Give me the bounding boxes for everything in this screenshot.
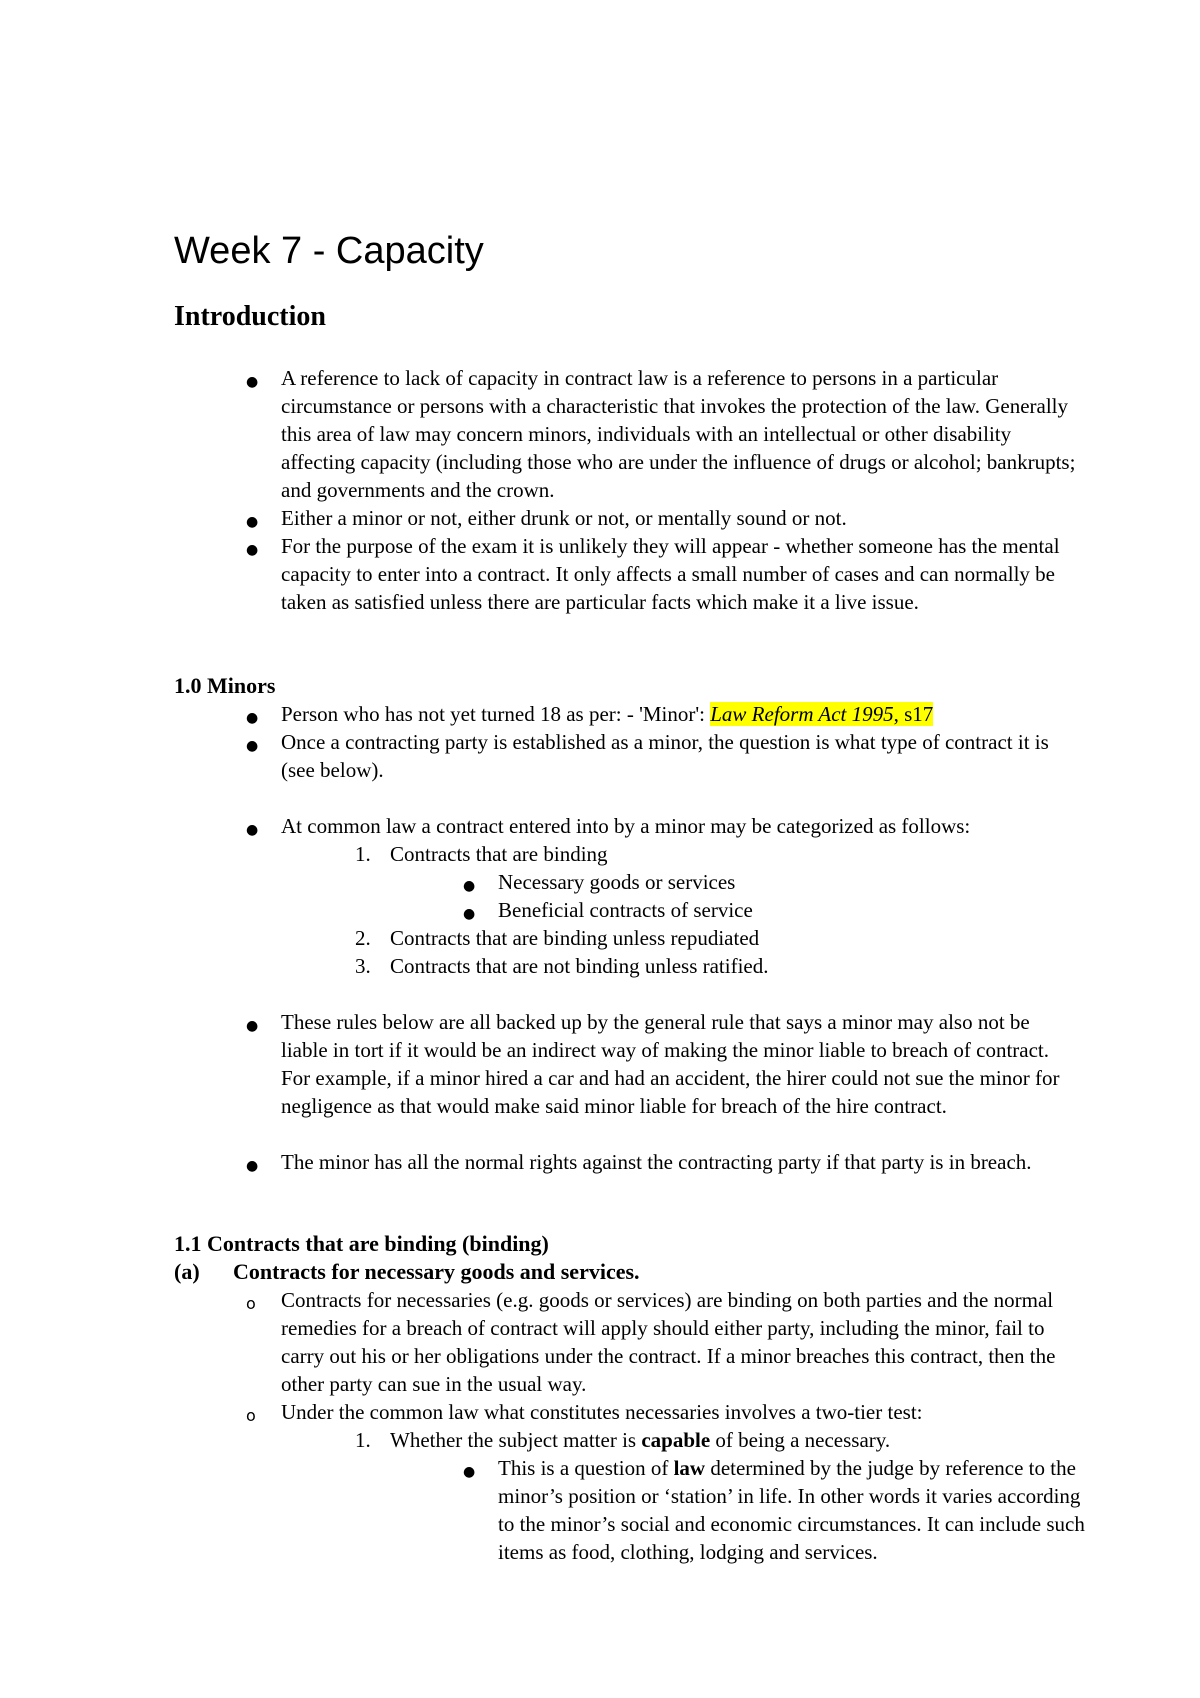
category-number: 1. bbox=[355, 842, 371, 866]
bullet-icon: ● bbox=[246, 1158, 259, 1174]
introduction-heading: Introduction bbox=[174, 301, 326, 332]
minors-bullet-1 bbox=[281, 700, 1081, 728]
test-number: 1. bbox=[355, 1428, 371, 1452]
bullet-icon: ● bbox=[246, 738, 259, 754]
minors-bullet-4: These rules below are all backed up by the general rule that says a minor may also not be liable in tort if it would be an indirect way of making the minor liable to breach of contract. For example, if a minor hired a car and had an accident, the hirer could not sue the minor for negligence as that would make said minor liable for breach of the hire contract. bbox=[281, 1010, 1060, 1118]
category-1-sub-1: Necessary goods or services bbox=[498, 870, 736, 894]
sub-a-heading: Contracts for necessary goods and services. bbox=[233, 1259, 640, 1284]
test-detail-bold-word: law bbox=[673, 1456, 706, 1480]
bullet-icon: ● bbox=[463, 1464, 476, 1480]
section-reference-highlight: , s17 bbox=[893, 702, 934, 726]
minors-heading: 1.0 Minors bbox=[174, 673, 276, 698]
bullet-icon: ● bbox=[246, 374, 259, 390]
bullet-icon: ● bbox=[246, 1018, 259, 1034]
sub-a-bullet-1: Contracts for necessaries (e.g. goods or services) are binding on both parties and the normal remedies for a breach of contract will apply should either party, including the minor, fail to carry out his or her obligations under the contract. If a minor breaches this contract, then the other party can sue in the usual way. bbox=[281, 1288, 1056, 1396]
test-criterion bbox=[390, 1426, 890, 1454]
test-detail-prefix: This is a question of bbox=[498, 1456, 674, 1480]
category-3-text: Contracts that are not binding unless ratified. bbox=[390, 954, 769, 978]
circle-bullet-icon: o bbox=[246, 1294, 256, 1313]
bullet-icon: ● bbox=[463, 906, 476, 922]
test-prefix: Whether the subject matter is bbox=[390, 1428, 642, 1452]
bullet-icon: ● bbox=[463, 878, 476, 894]
test-detail bbox=[498, 1454, 1088, 1566]
bullet-icon: ● bbox=[246, 514, 259, 530]
bullet-icon: ● bbox=[246, 822, 259, 838]
category-number: 3. bbox=[355, 954, 371, 978]
category-1-text: Contracts that are binding bbox=[390, 842, 608, 866]
category-2-text: Contracts that are binding unless repudiated bbox=[390, 926, 760, 950]
circle-bullet-icon: o bbox=[246, 1406, 256, 1425]
minors-bullet-1-prefix: Person who has not yet turned 18 as per: - 'Minor': bbox=[281, 702, 711, 726]
intro-bullet-1: A reference to lack of capacity in contract law is a reference to persons in a particular circumstance or persons with a characteristic that invokes the protection of the law. Generally this area of law may concern minors, individuals with an intellectual or other disability affecting capacity (including those who are under the influence of drugs or alcohol; bankrupts; and governments and the crown. bbox=[281, 366, 1076, 502]
binding-contracts-heading: 1.1 Contracts that are binding (binding) bbox=[174, 1231, 549, 1256]
law-reform-act-highlight: Law Reform Act 1995 bbox=[710, 702, 894, 726]
intro-bullet-3: For the purpose of the exam it is unlikely they will appear - whether someone has the mental capacity to enter into a contract. It only affects a small number of cases and can normally be taken as satisfied unless there are particular facts which make it a live issue. bbox=[281, 534, 1060, 614]
bullet-icon: ● bbox=[246, 710, 259, 726]
test-detail-suffix: determined by the judge by reference to the minor’s position or ‘station’ in life. In other words it varies according to the minor’s social and economic circumstances. It can include such items as food, clothing, lodging and services. bbox=[498, 1456, 1085, 1564]
minors-bullet-5: The minor has all the normal rights against the contracting party if that party is in breach. bbox=[281, 1150, 1032, 1174]
category-1-sub-2: Beneficial contracts of service bbox=[498, 898, 753, 922]
minors-bullet-2: Once a contracting party is established as a minor, the question is what type of contract it is (see below). bbox=[281, 730, 1049, 782]
page-title: Week 7 - Capacity bbox=[174, 230, 484, 272]
bullet-icon: ● bbox=[246, 542, 259, 558]
test-suffix: of being a necessary. bbox=[710, 1428, 891, 1452]
sub-a-bullet-2: Under the common law what constitutes necessaries involves a two-tier test: bbox=[281, 1400, 923, 1424]
intro-bullet-2: Either a minor or not, either drunk or not, or mentally sound or not. bbox=[281, 506, 847, 530]
minors-bullet-3: At common law a contract entered into by a minor may be categorized as follows: bbox=[281, 814, 971, 838]
category-number: 2. bbox=[355, 926, 371, 950]
test-bold-word: capable bbox=[641, 1428, 711, 1452]
sub-a-label: (a) bbox=[174, 1259, 200, 1284]
